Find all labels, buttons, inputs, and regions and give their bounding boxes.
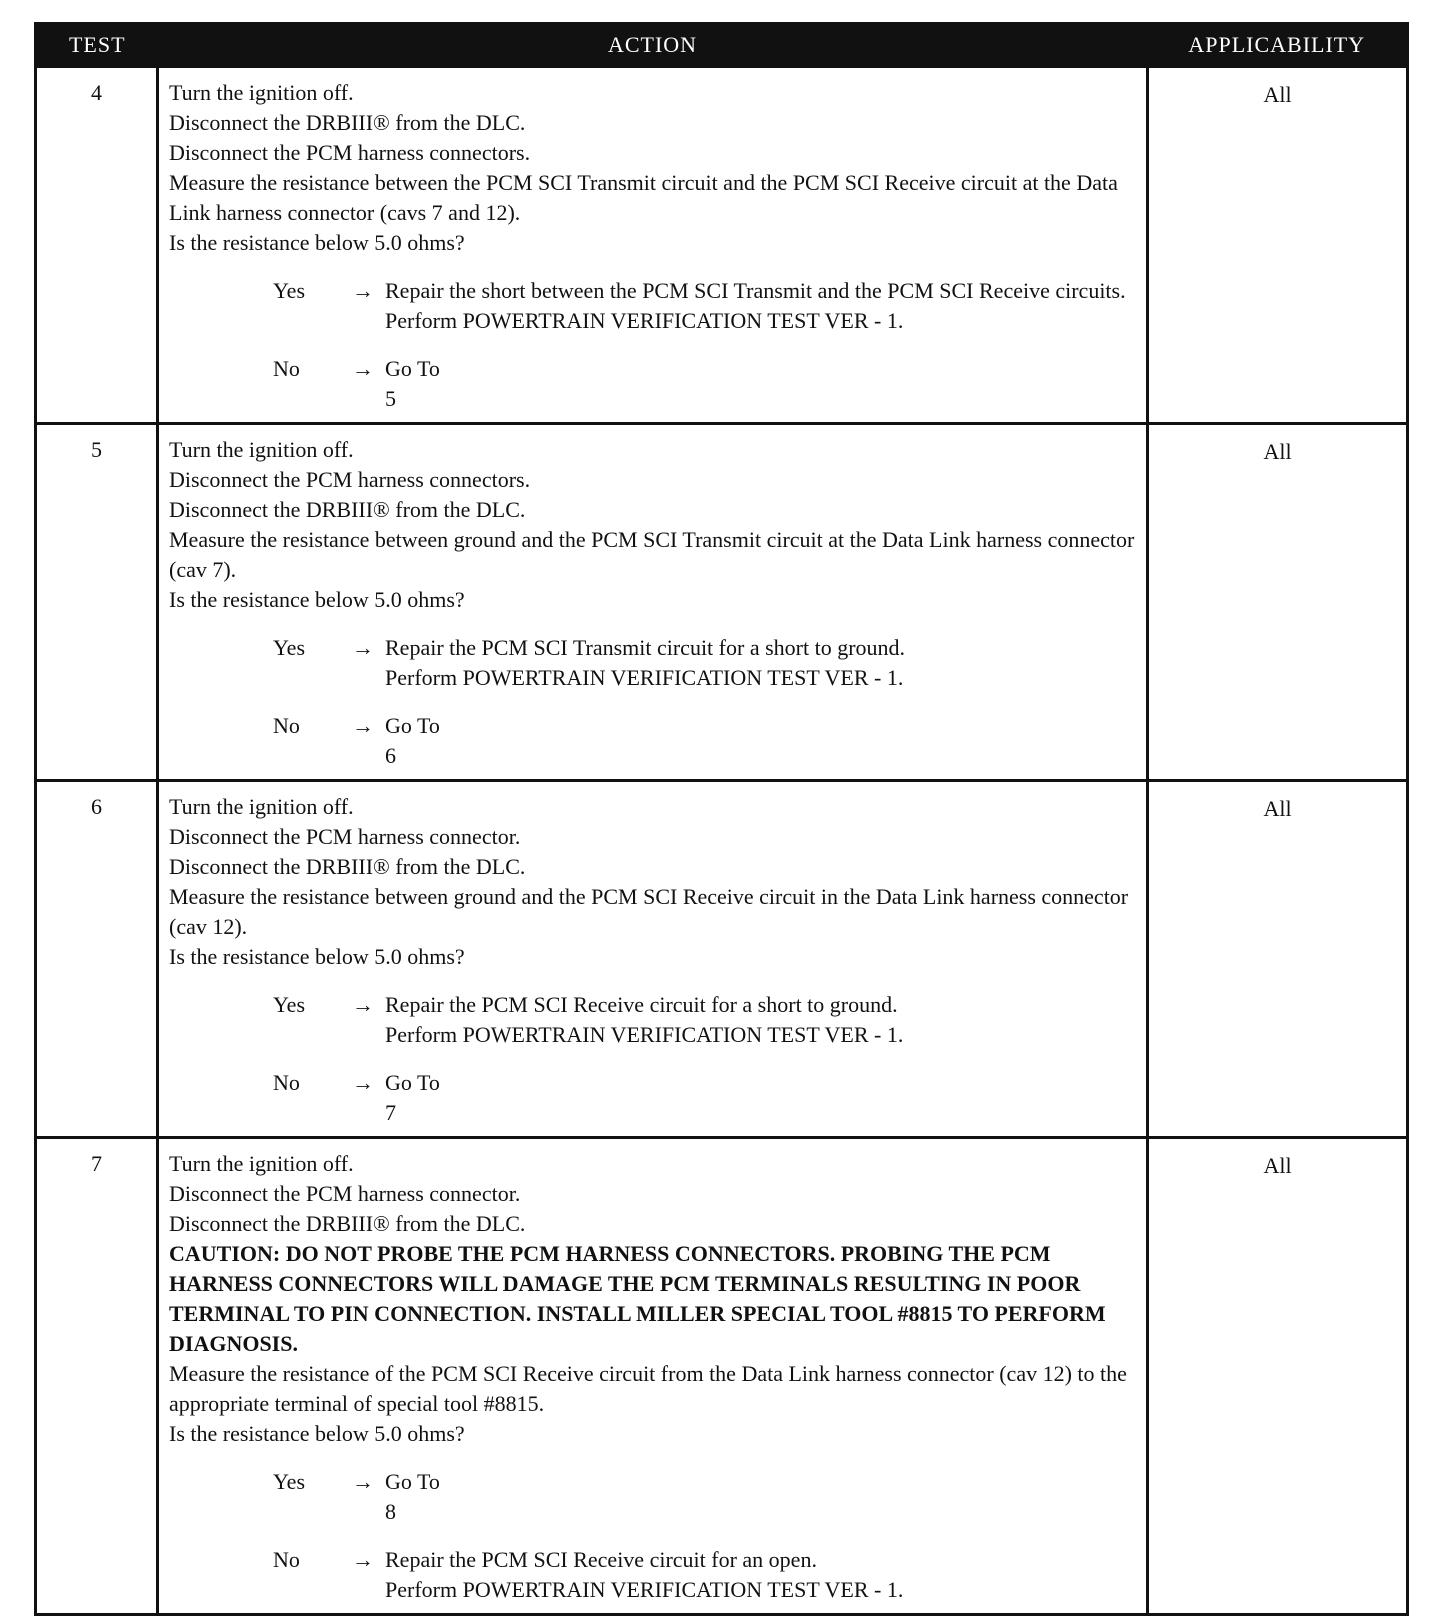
yes-branch [169,990,1138,1050]
no-label: No [273,713,300,738]
yes-label: Yes [273,1469,306,1494]
no-branch [169,711,1138,771]
result-line: Perform POWERTRAIN VERIFICATION TEST VER - 1. [385,308,904,333]
result-line: Repair the PCM SCI Transmit circuit for a short to ground. [385,635,906,660]
result-line: Perform POWERTRAIN VERIFICATION TEST VER - 1. [385,665,904,690]
result-line: Repair the short between the PCM SCI Transmit and the PCM SCI Receive circuits. [385,278,1126,303]
yes-result [385,990,1138,1050]
right-arrow-icon: → [352,992,374,1017]
goto-target: 5 [385,386,396,411]
test-row-4 [36,67,1408,424]
no-branch [169,1545,1138,1605]
header-test: TEST [36,24,158,67]
step: Measure the resistance of the PCM SCI Receive circuit from the Data Link harness connector (cav 12) to the appropriate terminal of special tool #8815. [169,1361,1127,1416]
step: Disconnect the DRBIII® from the DLC. [169,854,526,879]
step: Turn the ignition off. [169,794,354,819]
step: Disconnect the PCM harness connector. [169,824,521,849]
step: Measure the resistance between ground and the PCM SCI Receive circuit in the Data Link harness connector (cav 12). [169,884,1129,939]
no-result [385,1068,1138,1128]
step: Disconnect the DRBIII® from the DLC. [169,1211,526,1236]
goto-text: Go To [385,1070,440,1095]
test-row-6 [36,781,1408,1138]
test-number: 4 [91,80,102,105]
yes-result [385,276,1138,336]
step: Turn the ignition off. [169,80,354,105]
test-number: 5 [91,437,102,462]
step: Disconnect the PCM harness connector. [169,1181,521,1206]
no-label: No [273,1070,300,1095]
step: Disconnect the PCM harness connectors. [169,467,531,492]
step: Is the resistance below 5.0 ohms? [169,1421,465,1446]
goto-text: Go To [385,1469,440,1494]
no-branch [169,354,1138,414]
yes-label: Yes [273,278,306,303]
right-arrow-icon: → [352,635,374,660]
diagnostic-table [34,22,1409,1616]
no-label: No [273,1547,300,1572]
yes-label: Yes [273,635,306,660]
test-number: 7 [91,1151,102,1176]
no-branch [169,1068,1138,1128]
no-result [385,354,1138,414]
result-line: Repair the PCM SCI Receive circuit for a short to ground. [385,992,898,1017]
test-row-5 [36,424,1408,781]
goto-text: Go To [385,356,440,381]
action-cell [159,782,1146,1136]
table-header-row [36,24,1408,67]
test-row-7 [36,1138,1408,1615]
goto-target: 6 [385,743,396,768]
goto-target: 8 [385,1499,396,1524]
result-line: Perform POWERTRAIN VERIFICATION TEST VER - 1. [385,1577,904,1602]
no-label: No [273,356,300,381]
applicability-value: All [1263,82,1292,107]
right-arrow-icon: → [352,1469,374,1494]
step: Measure the resistance between the PCM SCI Transmit circuit and the PCM SCI Receive circuit at the Data Link harness connector (cavs 7 and 12). [169,170,1118,225]
yes-branch [169,633,1138,693]
goto-target: 7 [385,1100,396,1125]
diagnostic-page [34,22,1406,1616]
right-arrow-icon: → [352,356,374,381]
yes-result [385,633,1138,693]
applicability-value: All [1263,796,1292,821]
test-number: 6 [91,794,102,819]
step: Disconnect the DRBIII® from the DLC. [169,497,526,522]
header-applicability: APPLICABILITY [1148,24,1408,67]
step: Turn the ignition off. [169,1151,354,1176]
yes-result [385,1467,1138,1527]
step: Disconnect the DRBIII® from the DLC. [169,110,526,135]
result-line: Repair the PCM SCI Receive circuit for an open. [385,1547,817,1572]
right-arrow-icon: → [352,1547,374,1572]
yes-branch [169,276,1138,336]
no-result [385,1545,1138,1605]
goto-text: Go To [385,713,440,738]
yes-branch [169,1467,1138,1527]
applicability-value: All [1263,439,1292,464]
step: Disconnect the PCM harness connectors. [169,140,531,165]
step: Turn the ignition off. [169,437,354,462]
right-arrow-icon: → [352,278,374,303]
caution-text: CAUTION: DO NOT PROBE THE PCM HARNESS CONNECTORS. PROBING THE PCM HARNESS CONNECTORS WILL DAMAGE THE PCM TERMINALS RESULTING IN POOR TERMINAL TO PIN CONNECTION. INSTALL MILLER SPECIAL TOOL #8815 TO PERFORM DIAGNOSIS. [169,1241,1106,1356]
no-result [385,711,1138,771]
step: Measure the resistance between ground and the PCM SCI Transmit circuit at the Data Link harness connector (cav 7). [169,527,1135,582]
right-arrow-icon: → [352,1070,374,1095]
right-arrow-icon: → [352,713,374,738]
action-cell [159,425,1146,779]
yes-label: Yes [273,992,306,1017]
header-action: ACTION [158,24,1148,67]
step: Is the resistance below 5.0 ohms? [169,944,465,969]
applicability-value: All [1263,1153,1292,1178]
step: Is the resistance below 5.0 ohms? [169,587,465,612]
result-line: Perform POWERTRAIN VERIFICATION TEST VER - 1. [385,1022,904,1047]
action-cell [159,68,1146,422]
step: Is the resistance below 5.0 ohms? [169,230,465,255]
